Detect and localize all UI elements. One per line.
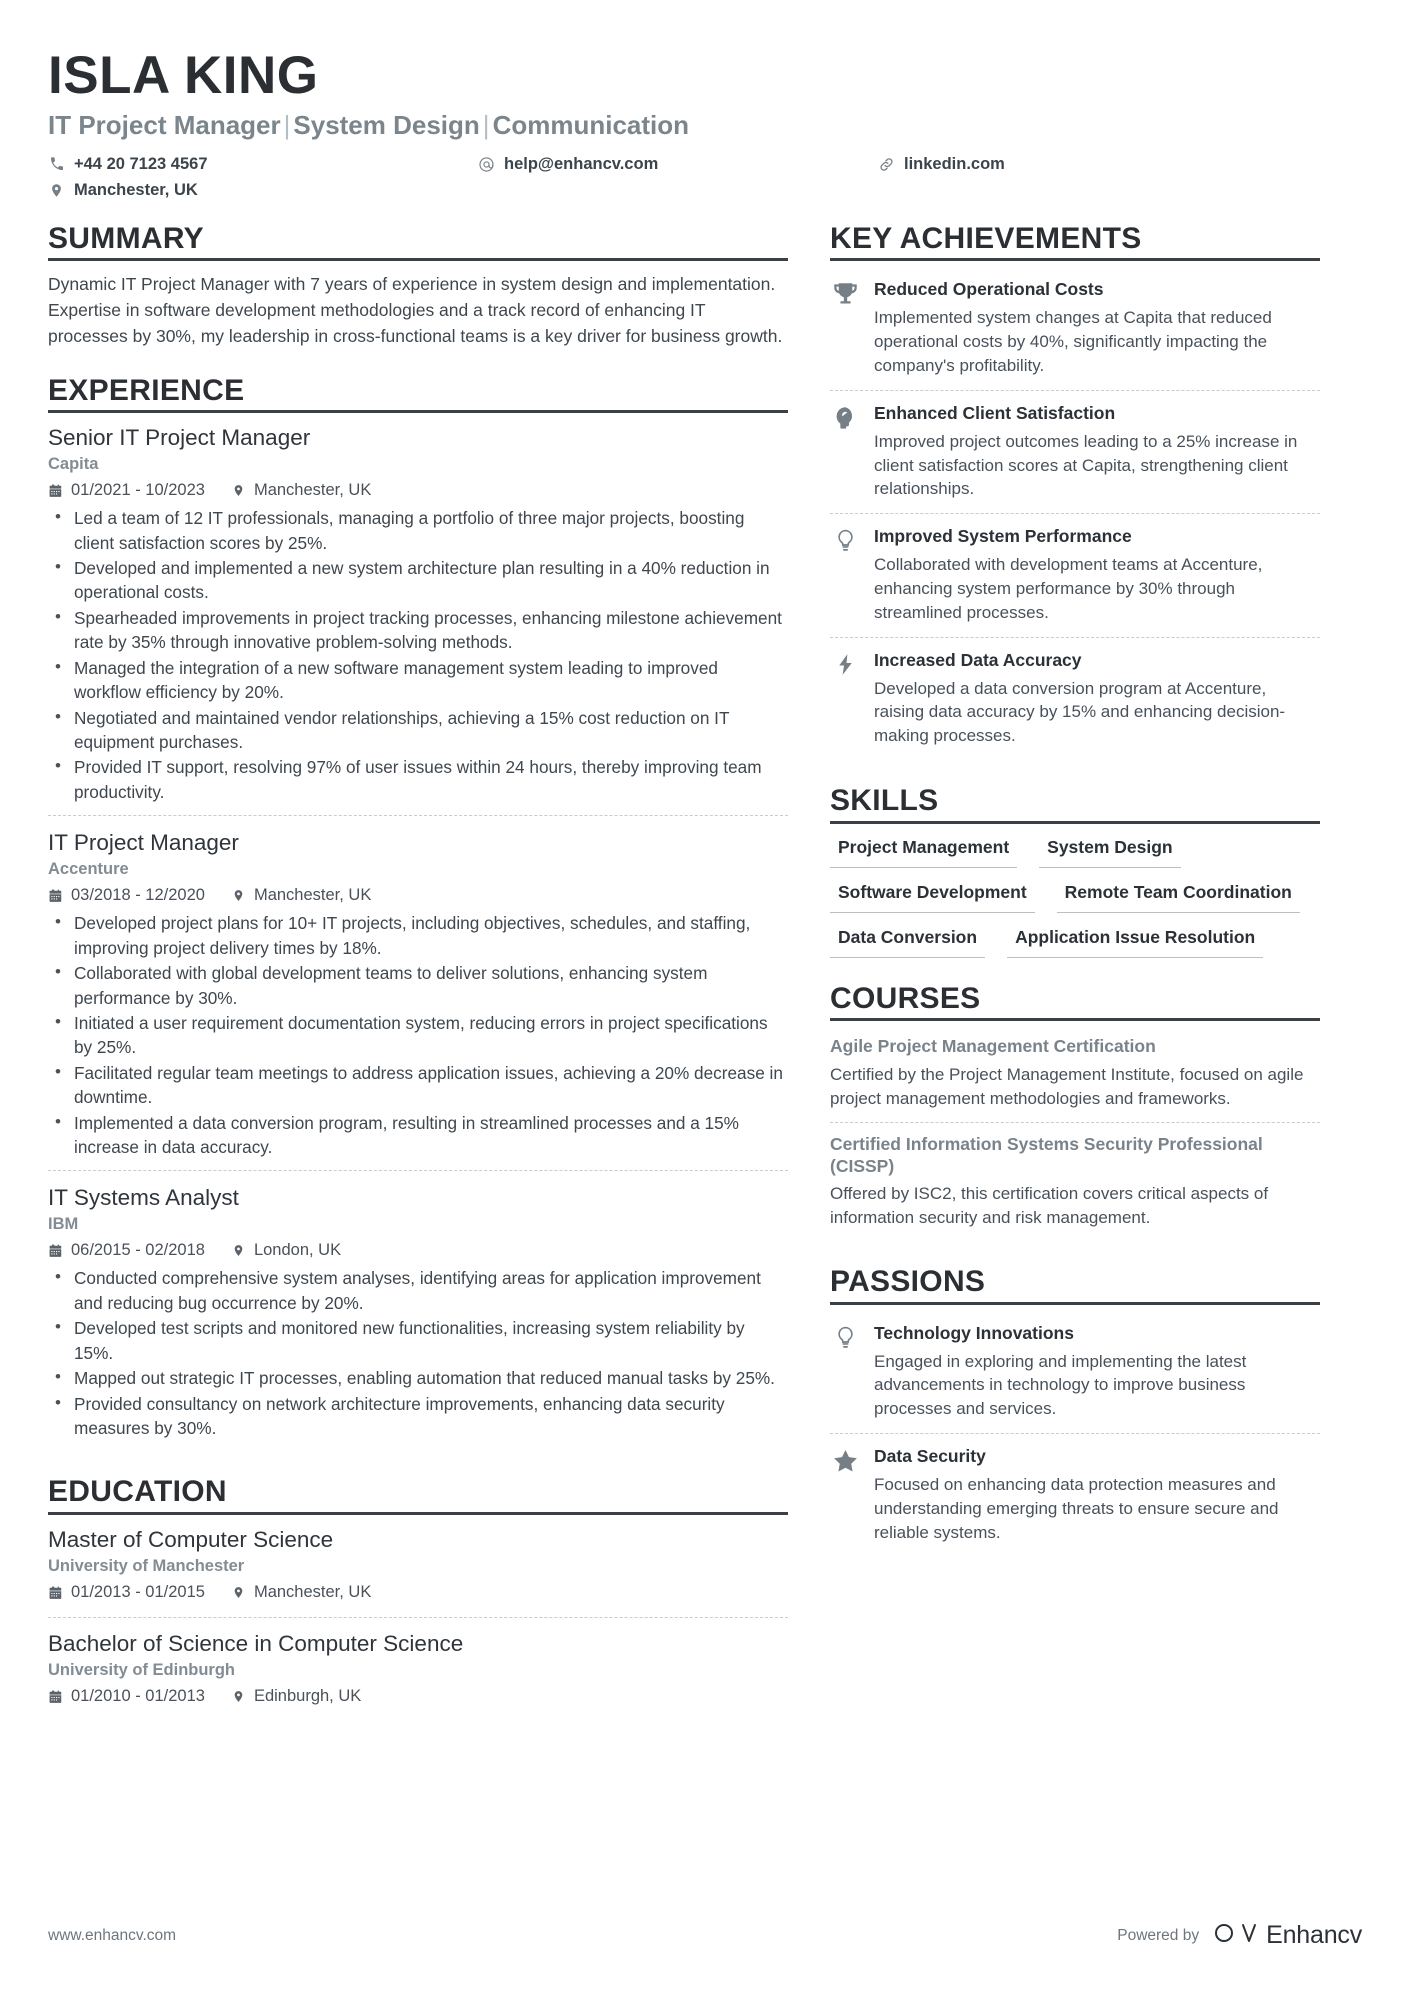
education-location-text: Manchester, UK <box>253 1583 372 1601</box>
job-location-text: London, UK <box>253 1241 342 1260</box>
achievement-body <box>874 279 1320 377</box>
candidate-headline <box>48 110 1362 141</box>
contact-location[interactable] <box>48 181 478 200</box>
section-divider <box>830 258 1320 261</box>
contact-phone-text: +44 20 7123 4567 <box>74 154 208 173</box>
education-heading: EDUCATION <box>48 1475 227 1509</box>
section-experience <box>48 374 788 1452</box>
enhancv-logo-icon <box>1213 1920 1257 1951</box>
job-bullet: • Initiated a user requirement documentation system, reducing errors in project specifications by 25%. <box>72 1011 788 1060</box>
location-icon <box>48 182 65 199</box>
section-summary <box>48 222 788 350</box>
job-bullet: • Mapped out strategic IT processes, enabling automation that reduced manual tasks by 25%. <box>72 1366 788 1390</box>
resume-body <box>0 200 1410 1725</box>
course-title: Certified Information Systems Security Professional (CISSP) <box>830 1133 1263 1176</box>
achievement-desc: Collaborated with development teams at Accenture, enhancing system performance by 30% through streamlined processes. <box>874 555 1263 622</box>
job-title: IT Systems Analyst <box>48 1185 239 1211</box>
section-divider <box>48 410 788 413</box>
section-education <box>48 1475 788 1721</box>
job-bullets <box>48 911 788 1159</box>
experience-item <box>48 424 788 815</box>
achievement-body <box>874 403 1320 501</box>
education-dates-text: 01/2010 - 01/2013 <box>71 1687 205 1705</box>
phone-icon <box>48 156 65 173</box>
course-item <box>830 1032 1320 1121</box>
courses-heading: COURSES <box>830 981 981 1015</box>
education-item <box>48 1617 788 1721</box>
job-bullet: • Led a team of 12 IT professionals, managing a portfolio of three major projects, boosting client satisfaction scores by 25%. <box>72 506 788 555</box>
course-desc: Certified by the Project Management Institute, focused on agile project management methodologies and frameworks. <box>830 1065 1304 1108</box>
headline-part-1: IT Project Manager <box>48 109 281 140</box>
passion-desc: Engaged in exploring and implementing the latest advancements in technology to improve business processes and services. <box>874 1351 1247 1419</box>
resume-footer <box>48 1920 1362 1951</box>
left-column <box>48 222 788 1725</box>
job-bullet: • Provided consultancy on network architecture improvements, enhancing data security measures by 30%. <box>72 1392 788 1441</box>
experience-item <box>48 815 788 1170</box>
section-courses <box>830 982 1320 1241</box>
education-dates-text: 01/2013 - 01/2015 <box>71 1583 205 1601</box>
education-dates <box>48 1687 205 1706</box>
job-bullet: • Developed test scripts and monitored new functionalities, increasing system reliability by 15%. <box>72 1316 788 1365</box>
course-title: Agile Project Management Certification <box>830 1036 1156 1057</box>
education-degree: Bachelor of Science in Computer Science <box>48 1631 464 1656</box>
footer-url[interactable]: www.enhancv.com <box>48 1926 177 1944</box>
education-school: University of Manchester <box>48 1557 245 1575</box>
calendar-icon <box>48 1243 63 1258</box>
key-achievements-heading: KEY ACHIEVEMENTS <box>830 221 1142 255</box>
job-bullet: • Facilitated regular team meetings to address application issues, achieving a 20% decrease in downtime. <box>72 1061 788 1110</box>
location-icon <box>231 1689 246 1704</box>
lightbulb-icon <box>830 1323 860 1355</box>
job-title: IT Project Manager <box>48 830 239 856</box>
headline-part-3: Communication <box>492 109 690 140</box>
course-item <box>830 1122 1320 1241</box>
skill-item: Application Issue Resolution <box>1007 925 1263 958</box>
job-bullet: • Implemented a data conversion program, resulting in streamlined processes and a 15% increase in data accuracy. <box>72 1111 788 1160</box>
job-bullet: • Developed project plans for 10+ IT projects, including objectives, schedules, and staffing, improving project delivery times by 18%. <box>72 911 788 960</box>
email-icon <box>478 156 495 173</box>
summary-text: Dynamic IT Project Manager with 7 years of experience in system design and implementation. Expertise in software development methodologies and a track record of enhancing IT processes by 30%, my leadership in cross-functional teams is a key driver for business growth. <box>48 274 783 346</box>
experience-heading: EXPERIENCE <box>48 373 245 407</box>
passion-desc: Focused on enhancing data protection measures and understanding emerging threats to ensure secure and reliable systems. <box>874 1474 1279 1542</box>
education-location <box>231 1583 371 1602</box>
bolt-icon <box>830 650 860 682</box>
calendar-icon <box>48 1689 63 1704</box>
education-dates <box>48 1583 205 1602</box>
job-bullet: • Negotiated and maintained vendor relationships, achieving a 15% cost reduction on IT equipment purchases. <box>72 706 788 755</box>
education-location <box>231 1687 361 1706</box>
section-divider <box>830 1018 1320 1021</box>
contact-phone[interactable] <box>48 155 478 174</box>
location-icon <box>231 1243 246 1258</box>
job-location <box>231 481 371 500</box>
job-location-text: Manchester, UK <box>253 886 372 905</box>
lightbulb-icon <box>830 526 860 558</box>
achievement-title: Improved System Performance <box>874 526 1132 547</box>
job-location-text: Manchester, UK <box>253 481 372 500</box>
job-location <box>231 1241 341 1260</box>
link-icon <box>878 156 895 173</box>
passion-title: Data Security <box>874 1445 986 1466</box>
skill-item: Data Conversion <box>830 925 985 958</box>
job-company: IBM <box>48 1215 79 1234</box>
skill-item: System Design <box>1039 835 1180 868</box>
candidate-name: ISLA KING <box>48 46 319 105</box>
job-meta <box>48 886 788 905</box>
achievement-item <box>830 390 1320 513</box>
job-bullet: • Collaborated with global development teams to deliver solutions, enhancing system performance by 30%. <box>72 961 788 1010</box>
calendar-icon <box>48 1585 63 1600</box>
job-meta <box>48 1241 788 1260</box>
achievement-desc: Developed a data conversion program at Accenture, raising data accuracy by 15% and enhancing decision-making processes. <box>874 678 1286 746</box>
location-icon <box>231 888 246 903</box>
job-meta <box>48 481 788 500</box>
right-column <box>830 222 1320 1725</box>
star-icon <box>830 1446 860 1478</box>
experience-item <box>48 1170 788 1451</box>
skills-list <box>830 835 1320 958</box>
skill-item: Software Development <box>830 880 1035 913</box>
headline-separator: | <box>482 109 490 140</box>
job-dates <box>48 1241 205 1260</box>
summary-heading: SUMMARY <box>48 221 204 255</box>
achievement-desc: Improved project outcomes leading to a 25% increase in client satisfaction scores at Capita, strengthening client relationships. <box>874 431 1298 499</box>
calendar-icon <box>48 483 63 498</box>
job-dates-text: 03/2018 - 12/2020 <box>71 886 205 905</box>
section-divider <box>48 258 788 261</box>
contact-email[interactable] <box>478 155 878 174</box>
education-meta <box>48 1687 788 1706</box>
contact-email-text: help@enhancv.com <box>504 154 659 173</box>
achievement-title: Reduced Operational Costs <box>874 279 1104 300</box>
contact-link-text: linkedin.com <box>904 154 1005 173</box>
trophy-icon <box>830 279 860 311</box>
job-dates <box>48 481 205 500</box>
achievement-title: Increased Data Accuracy <box>874 649 1082 670</box>
headline-part-2: System Design <box>293 109 480 140</box>
location-icon <box>231 1585 246 1600</box>
section-passions <box>830 1265 1320 1556</box>
job-bullet: • Spearheaded improvements in project tracking processes, enhancing milestone achievement rate by 35% through innovative problem-solving methods. <box>72 606 788 655</box>
job-dates-text: 06/2015 - 02/2018 <box>71 1241 205 1260</box>
skills-heading: SKILLS <box>830 783 939 817</box>
job-bullets <box>48 1266 788 1440</box>
achievement-item <box>830 272 1320 389</box>
section-divider <box>48 1512 788 1515</box>
job-location <box>231 886 371 905</box>
job-bullet: • Managed the integration of a new software management system leading to improved workflow efficiency by 20%. <box>72 656 788 705</box>
section-divider <box>830 821 1320 824</box>
job-bullet: • Provided IT support, resolving 97% of user issues within 24 hours, thereby improving team productivity. <box>72 755 788 804</box>
enhancv-brand <box>1213 1920 1362 1951</box>
job-title: Senior IT Project Manager <box>48 425 311 451</box>
job-bullet: • Developed and implemented a new system architecture plan resulting in a 40% reduction in operational costs. <box>72 556 788 605</box>
passion-item <box>830 1316 1320 1433</box>
calendar-icon <box>48 888 63 903</box>
job-dates-text: 01/2021 - 10/2023 <box>71 481 205 500</box>
section-key-achievements <box>830 222 1320 760</box>
location-icon <box>231 483 246 498</box>
education-item <box>48 1526 788 1617</box>
job-company: Accenture <box>48 860 129 879</box>
contact-info <box>48 155 1362 200</box>
education-meta <box>48 1583 788 1602</box>
skill-item: Remote Team Coordination <box>1057 880 1300 913</box>
passions-heading: PASSIONS <box>830 1264 986 1298</box>
passion-title: Technology Innovations <box>874 1322 1074 1343</box>
powered-by-block <box>1117 1920 1362 1951</box>
skill-item: Project Management <box>830 835 1017 868</box>
job-dates <box>48 886 205 905</box>
job-company: Capita <box>48 455 99 474</box>
achievement-body <box>874 650 1320 748</box>
resume-header <box>0 0 1410 200</box>
head-idea-icon <box>830 403 860 435</box>
enhancv-brand-name: Enhancv <box>1266 1921 1362 1949</box>
achievement-desc: Implemented system changes at Capita that reduced operational costs by 40%, significantly impacting the company's profitability. <box>874 308 1272 376</box>
contact-link[interactable] <box>878 155 1362 174</box>
passion-body <box>874 1323 1320 1421</box>
job-bullets <box>48 506 788 804</box>
achievement-item <box>830 513 1320 636</box>
section-divider <box>830 1302 1320 1305</box>
contact-location-text: Manchester, UK <box>74 180 198 199</box>
achievement-body <box>874 526 1320 624</box>
achievement-title: Enhanced Client Satisfaction <box>874 402 1116 423</box>
passion-item <box>830 1433 1320 1556</box>
achievement-item <box>830 637 1320 760</box>
job-bullet: • Conducted comprehensive system analyses, identifying areas for application improvement and reducing bug occurrence by 20%. <box>72 1266 788 1315</box>
education-location-text: Edinburgh, UK <box>253 1687 362 1705</box>
headline-separator: | <box>283 109 291 140</box>
powered-by-label: Powered by <box>1117 1926 1200 1944</box>
passion-body <box>874 1446 1320 1544</box>
course-desc: Offered by ISC2, this certification covers critical aspects of information security and risk management. <box>830 1184 1269 1228</box>
education-degree: Master of Computer Science <box>48 1527 334 1552</box>
education-school: University of Edinburgh <box>48 1661 236 1679</box>
section-skills <box>830 784 1320 958</box>
